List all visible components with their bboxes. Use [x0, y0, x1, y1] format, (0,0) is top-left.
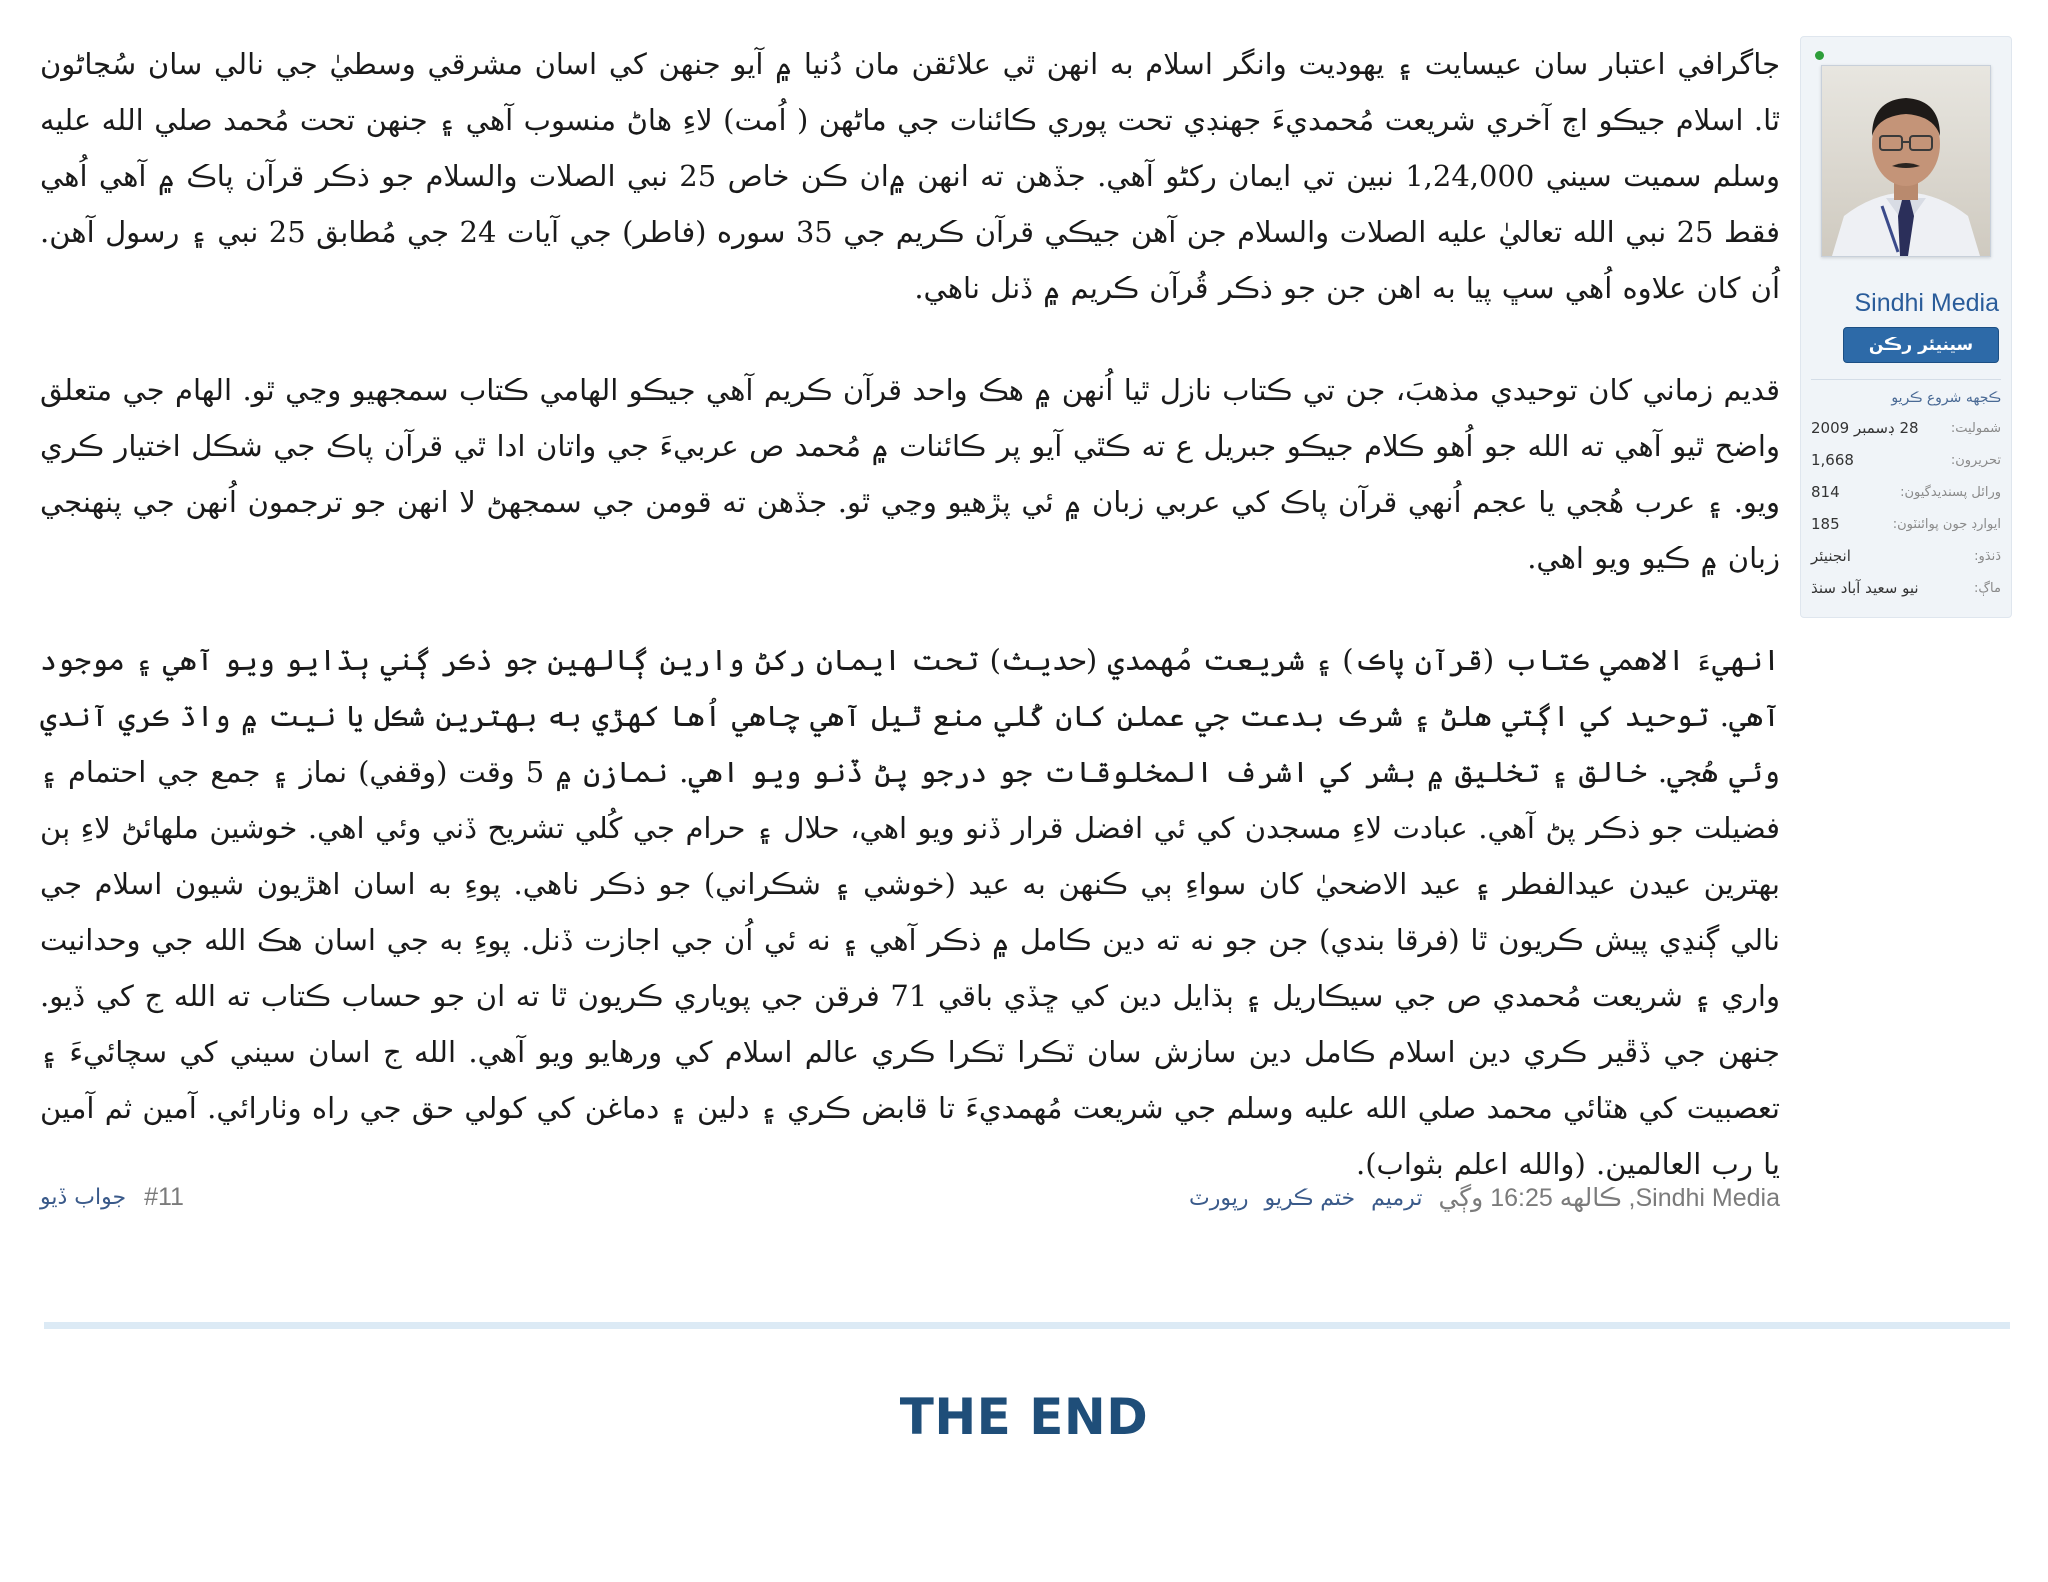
- stat-value: 28 ڊسمبر 2009: [1811, 419, 1919, 437]
- username-link[interactable]: Sindhi Media: [1854, 289, 1999, 317]
- delete-link[interactable]: ختم ڪريو: [1264, 1185, 1356, 1211]
- report-link[interactable]: رپورٽ: [1189, 1185, 1249, 1211]
- post-number-link[interactable]: #11: [144, 1183, 184, 1211]
- stat-label: ماڳ:: [1974, 580, 2001, 596]
- stat-value: 1,668: [1811, 451, 1854, 469]
- stat-label: شموليت:: [1950, 420, 2001, 436]
- post-paragraph: قديم زماني کان توحيدي مذهبَ، جن تي ڪتاب نازل ٿيا اُنهن ۾ هڪ واحد قرآن ڪريم آهي جيڪو الهامي ڪتاب سمجهيو وڃي ٿو. الهام جي متعلق واضح ٿيو آهي ته الله جو اُهو ڪلام جيڪو جبريل ع ته ڪٿي آيو پر ڪائنات ۾ مُحمد ص عربيءَ جي واتان ادا ٿي قرآن پاڪ جي شڪل اختيار ڪري ويو. ۽ عرب هُجي يا عجم اُنهي قرآن پاڪ کي عربي زبان ۾ ئي پڙهيو وڃي ٿو. جڏهن ته قومن جي سمجهڻ لا انهن جو ترجمون اُنهن جي پنهنجي زبان ۾ ڪيو ويو اهي.: [40, 373, 1780, 575]
- post-paragraph: انهيءَ الاهمي ڪتاب (قرآن پاڪ) ۽ شريعت مُهمدي (حديث) تحت ايمان رکڻ وارين ڳالهين جو ذڪر ڳني ٻڌايو ويو آهي ۽ موجود آهي. توحيد کي اڳتي هلڻ ۽ شرڪ بدعت جي عملن کان کُلي منع ٿيل آهي چاهي اُها کهڙي به بهترين شڪل يا نيت ۾ واڌ ڪري آندي وئي هُجي. خالق ۽ تخليق ۾ بشر کي اشرف المخلوقات جو درجو پڻ ڏنو ويو اهي. نمازن ۾ 5 وقت (وقفي) نماز ۽ جمع جي احتمام ۽ فضيلت جو ذڪر پڻ آهي. عبادت لاءِ مسجدن کي ئي افضل قرار ڏنو ويو اهي، حلال ۽ حرام جي کُلي تشريح ڏني وئي اهي. خوشين ملهائڻ لاءِ ٻن بهترين عيدن عيدالفطر ۽ عيد الاضحيٰ کان سواءِ ٻي ڪنهن به عيد (خوشي ۽ شڪراني) جو ذڪر ناهي. پوءِ به اسان اهڙيون شيون اسلام جي نالي ڳنڍي پيش ڪريون ٿا (فرقا بندي) جن جو نه ته دين ڪامل ۾ ذڪر آهي ۽ نه ئي اُن جي اجازت ڏنل. پوءِ به جي اسان هڪ الله جي وحدانيت واري ۽ شريعت مُحمدي ص جي سيڪاريل ۽ ٻڌايل دين کي ڇڏي باقي 71 فرقن جي پوياري ڪريون ٿا ته ان جو حساب ڪتاب ته الله ج کي ڏيو. جنهن جي ڏڦير ڪري دين اسلام ڪامل دين سازش سان ٽڪرا ٽڪرا ڪري عالم اسلام کي ورهايو ويو آهي. الله ج اسان سيني کي سچائيءَ ۽ تعصبيت کي هٽائي محمد صلي الله عليه وسلم جي شريعت مُهمديءَ تا قابض ڪري ۽ دلين ۽ دماغن کي کولي حق جي راه وٺارائي. آمين ثم آمين يا رب العالمين. (والله اعلم بثواب).: [40, 643, 1780, 1181]
- stat-row-points: [1811, 508, 2001, 540]
- rank-badge: سينيئر رڪن: [1843, 327, 1999, 363]
- stat-label: ورائل پسنديدگيون:: [1900, 484, 2001, 500]
- stat-label: ايوارڊ جون پوائنٽون:: [1892, 516, 2001, 532]
- section-divider: [44, 1322, 2010, 1329]
- end-title: THE END: [899, 1388, 1149, 1446]
- stat-row-likes: [1811, 476, 2001, 508]
- user-status-link[interactable]: ڪجهه شروع ڪريو: [1891, 390, 2001, 406]
- user-stats: [1811, 379, 2001, 604]
- stat-label: تحريرون:: [1950, 452, 2001, 468]
- stat-value: انجنيئر: [1811, 547, 1851, 565]
- reply-link[interactable]: جواب ڏيو: [40, 1185, 127, 1210]
- stat-row-posts: [1811, 444, 2001, 476]
- stat-row-joined: [1811, 412, 2001, 444]
- stat-row-occupation: [1811, 540, 2001, 572]
- post-footer-right: [1189, 1183, 1780, 1213]
- stat-value: نيو سعيد آباد سنڌ: [1811, 579, 1919, 597]
- post-paragraph: جاگرافي اعتبار سان عيسايت ۽ يهوديت وانگر اسلام به انهن ٿي علائقن مان دُنيا ۾ آيو جنهن کي اسان مشرقي وسطيٰ جي نالي سان سُڃاڻون ٿا. اسلام جيڪو اڄ آخري شريعت مُحمديءَ جهنڊي تحت پوري ڪائنات جي ماڻهن ( اُمت) لاءِ هاڻ منسوب آهي ۽ جنهن تحت مُحمد صلي الله عليه وسلم سميت سيني 1,24,000 نبين تي ايمان رکڻو آهي. جڏهن ته انهن ۾ان ڪن خاص 25 نبي الصلات والسلام جو ذڪر قرآن پاڪ ۾ آهي اُهي فقط 25 نبي الله تعاليٰ عليه الصلات والسلام جن آهن جيڪي قرآن ڪريم جي 35 سوره (فاطر) جي آيات 24 جي مُطابق 25 نبي ۽ رسول آهن. اُن کان علاوه اُهي سڀ پيا به اهن جن جو ذڪر قُرآن ڪريم ۾ ڏنل ناهي.: [40, 47, 1781, 305]
- post-footer-left: [40, 1183, 184, 1212]
- user-sidebar: [1800, 36, 2012, 618]
- online-status-icon: [1815, 51, 1824, 60]
- avatar-image: [1822, 66, 1990, 256]
- stat-value: 814: [1811, 483, 1840, 501]
- post-body: [40, 36, 1780, 1238]
- forum-post: [40, 36, 2010, 1326]
- stat-label: ڌنڌو:: [1974, 548, 2001, 564]
- stat-value: 185: [1811, 515, 1840, 533]
- post-author-time: Sindhi Media, ڪالهه 16:25 وڳي: [1438, 1184, 1780, 1212]
- edit-link[interactable]: ترميم: [1371, 1185, 1423, 1211]
- post-footer: [40, 1183, 1780, 1223]
- avatar[interactable]: [1821, 65, 1991, 257]
- stat-row-location: [1811, 572, 2001, 604]
